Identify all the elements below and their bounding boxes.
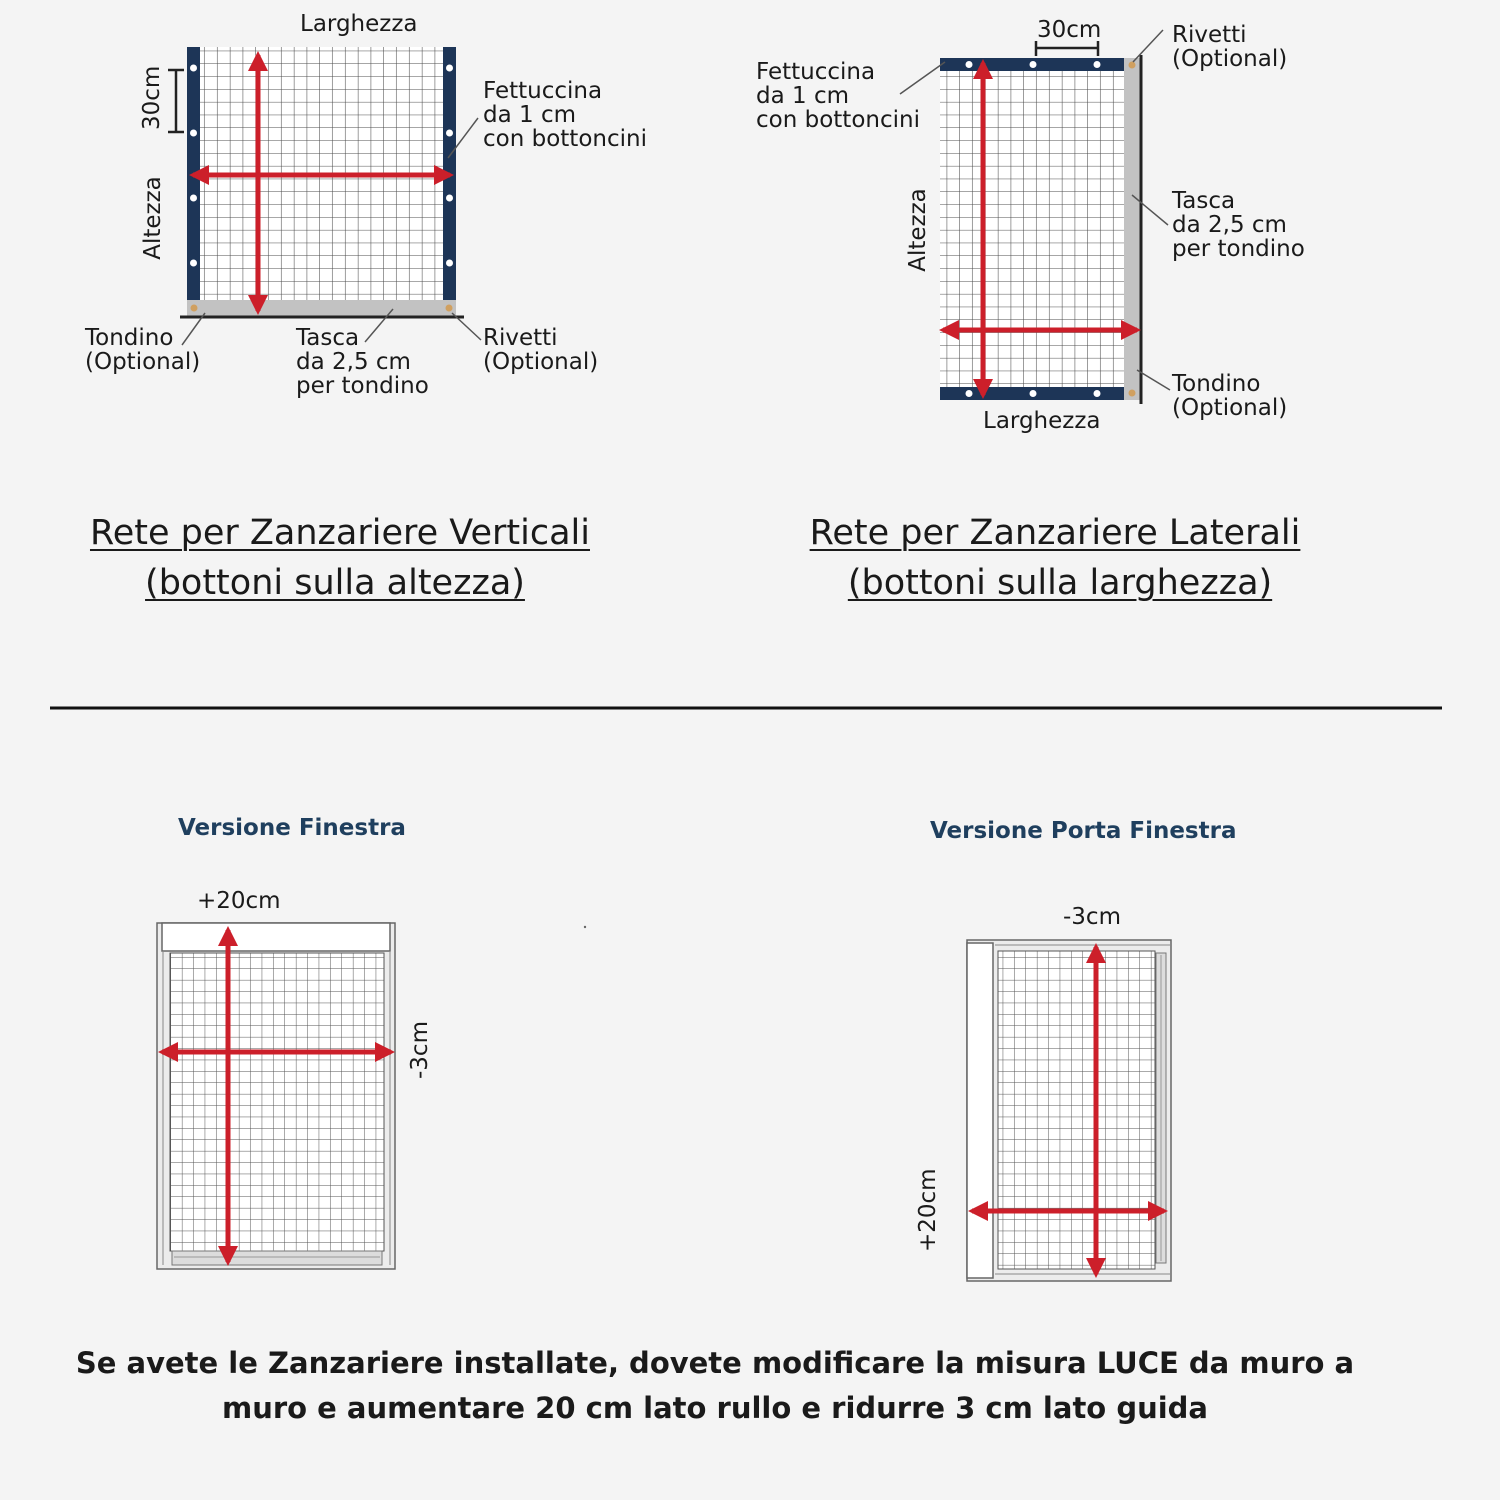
lateral-rivet-bottom — [1129, 390, 1136, 397]
window-roller-box — [162, 923, 390, 951]
vertical-rod-label: Tondino (Optional) — [85, 325, 201, 375]
vertical-caption-title: Rete per Zanzariere Verticali — [89, 513, 590, 553]
lateral-width-label: Larghezza — [983, 408, 1101, 434]
window-version-title: Versione Finestra — [178, 815, 406, 841]
lateral-net-mesh — [940, 71, 1124, 388]
vertical-caption-subtitle: (bottoni sulla altezza) — [145, 563, 525, 603]
window-top-label: +20cm — [197, 888, 281, 914]
vertical-spacing-label: 30cm — [139, 65, 165, 130]
door-version-title: Versione Porta Finestra — [930, 818, 1237, 844]
lateral-net-diagram — [900, 30, 1170, 404]
lateral-spacing-label: 30cm — [1037, 17, 1102, 43]
vertical-pocket — [187, 300, 456, 316]
vertical-ribbon-label: Fettuccina da 1 cm con bottoncini — [483, 78, 647, 152]
lateral-rivet-label: Rivetti (Optional) — [1172, 22, 1288, 72]
door-side-label: +20cm — [915, 1168, 941, 1252]
window-side-label: -3cm — [407, 1021, 433, 1079]
lateral-rod-label: Tondino (Optional) — [1172, 371, 1288, 421]
vertical-net-diagram — [168, 47, 481, 345]
lateral-height-label: Altezza — [905, 188, 931, 272]
door-mesh — [998, 951, 1155, 1269]
vertical-width-label: Larghezza — [300, 11, 418, 37]
footer-note — [40, 1341, 1390, 1431]
lateral-caption-subtitle: (bottoni sulla larghezza) — [847, 563, 1273, 603]
footer-note-line2: muro e aumentare 20 cm lato rullo e ridurre 3 cm lato guida — [221, 1391, 1208, 1425]
window-bottom-bar — [172, 1251, 382, 1265]
lateral-rivet-top — [1129, 62, 1136, 69]
door-roller-box — [967, 943, 993, 1278]
vertical-rivet-left — [191, 305, 198, 312]
door-top-label: -3cm — [1063, 904, 1121, 930]
vertical-spacing-bracket — [168, 70, 184, 132]
window-version-diagram — [157, 923, 395, 1269]
lateral-spacing-bracket — [1036, 41, 1098, 56]
lateral-ribbon-label: Fettuccina da 1 cm con bottoncini — [756, 59, 920, 133]
lateral-pocket — [1124, 58, 1140, 400]
lateral-caption-title: Rete per Zanzariere Laterali — [809, 513, 1301, 553]
footer-note-line1: Se avete le Zanzariere installate, dovete modificare la misura LUCE da muro a — [75, 1346, 1355, 1380]
vertical-pocket-label: Tasca da 2,5 cm per tondino — [296, 325, 429, 399]
vertical-height-label: Altezza — [140, 176, 166, 260]
vertical-rivet-label: Rivetti (Optional) — [483, 325, 599, 375]
lateral-pocket-label: Tasca da 2,5 cm per tondino — [1172, 188, 1305, 262]
vertical-rivet-right — [446, 305, 453, 312]
door-window-version-diagram — [967, 940, 1171, 1281]
window-mesh — [170, 953, 384, 1251]
